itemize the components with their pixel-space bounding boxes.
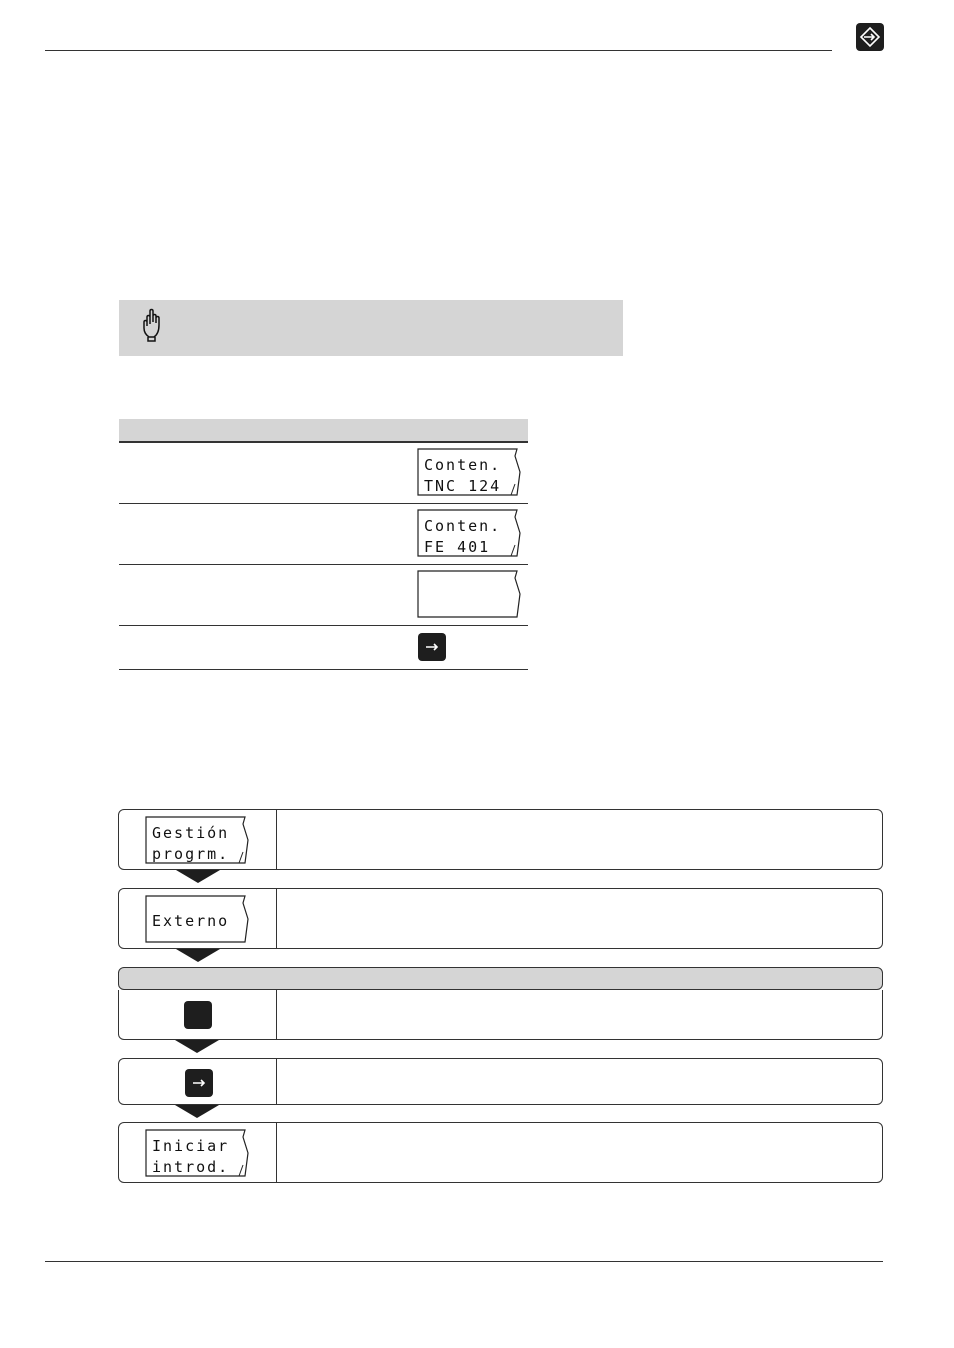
softkey-iniciar-introd[interactable] bbox=[145, 1129, 249, 1177]
note-box bbox=[119, 300, 623, 356]
table-header bbox=[119, 419, 528, 443]
softkey-line1: Gestión bbox=[152, 824, 230, 842]
step-divider bbox=[276, 990, 277, 1039]
pointing-hand-icon bbox=[139, 308, 167, 342]
softkey-line1: Conten. bbox=[424, 456, 502, 474]
softkey-blank[interactable] bbox=[417, 570, 521, 618]
table-row bbox=[119, 504, 528, 565]
step-divider bbox=[276, 1123, 277, 1182]
diamond-arrow-icon bbox=[856, 23, 884, 51]
flow-step bbox=[118, 888, 883, 949]
flow-step bbox=[118, 809, 883, 870]
footer-rule bbox=[45, 1261, 883, 1262]
flow-section-header bbox=[118, 967, 883, 990]
flow-arrow-icon bbox=[176, 870, 220, 883]
softkey-line1: Iniciar bbox=[152, 1137, 230, 1155]
softkey-line1: Externo bbox=[152, 912, 230, 930]
reference-table bbox=[119, 419, 528, 670]
softkey-line2: progrm. bbox=[152, 845, 230, 863]
softkey-conten-tnc124[interactable] bbox=[417, 448, 521, 496]
softkey-line2: FE 401 bbox=[424, 538, 491, 556]
arrow-right-key-icon[interactable] bbox=[185, 1069, 213, 1097]
flow-arrow-icon bbox=[176, 949, 220, 962]
softkey-line2: introd. bbox=[152, 1158, 230, 1176]
softkey-line1: Conten. bbox=[424, 517, 502, 535]
flow-arrow-icon bbox=[175, 1040, 219, 1053]
table-row bbox=[119, 626, 528, 670]
flow-step bbox=[118, 1122, 883, 1183]
softkey-externo[interactable] bbox=[145, 895, 249, 943]
step-divider bbox=[276, 810, 277, 869]
step-divider bbox=[276, 1059, 277, 1104]
blank-key-icon[interactable] bbox=[184, 1001, 212, 1029]
table-row bbox=[119, 565, 528, 626]
softkey-gestion-progrm[interactable] bbox=[145, 816, 249, 864]
step-divider bbox=[276, 889, 277, 948]
flow-step bbox=[118, 1058, 883, 1105]
arrow-right-key-icon[interactable] bbox=[418, 633, 446, 661]
softkey-line2: TNC 124 bbox=[424, 477, 502, 495]
softkey-conten-fe401[interactable] bbox=[417, 509, 521, 557]
header-rule bbox=[45, 50, 832, 51]
flow-arrow-icon bbox=[175, 1105, 219, 1118]
flow-step bbox=[118, 990, 883, 1040]
table-row bbox=[119, 443, 528, 504]
